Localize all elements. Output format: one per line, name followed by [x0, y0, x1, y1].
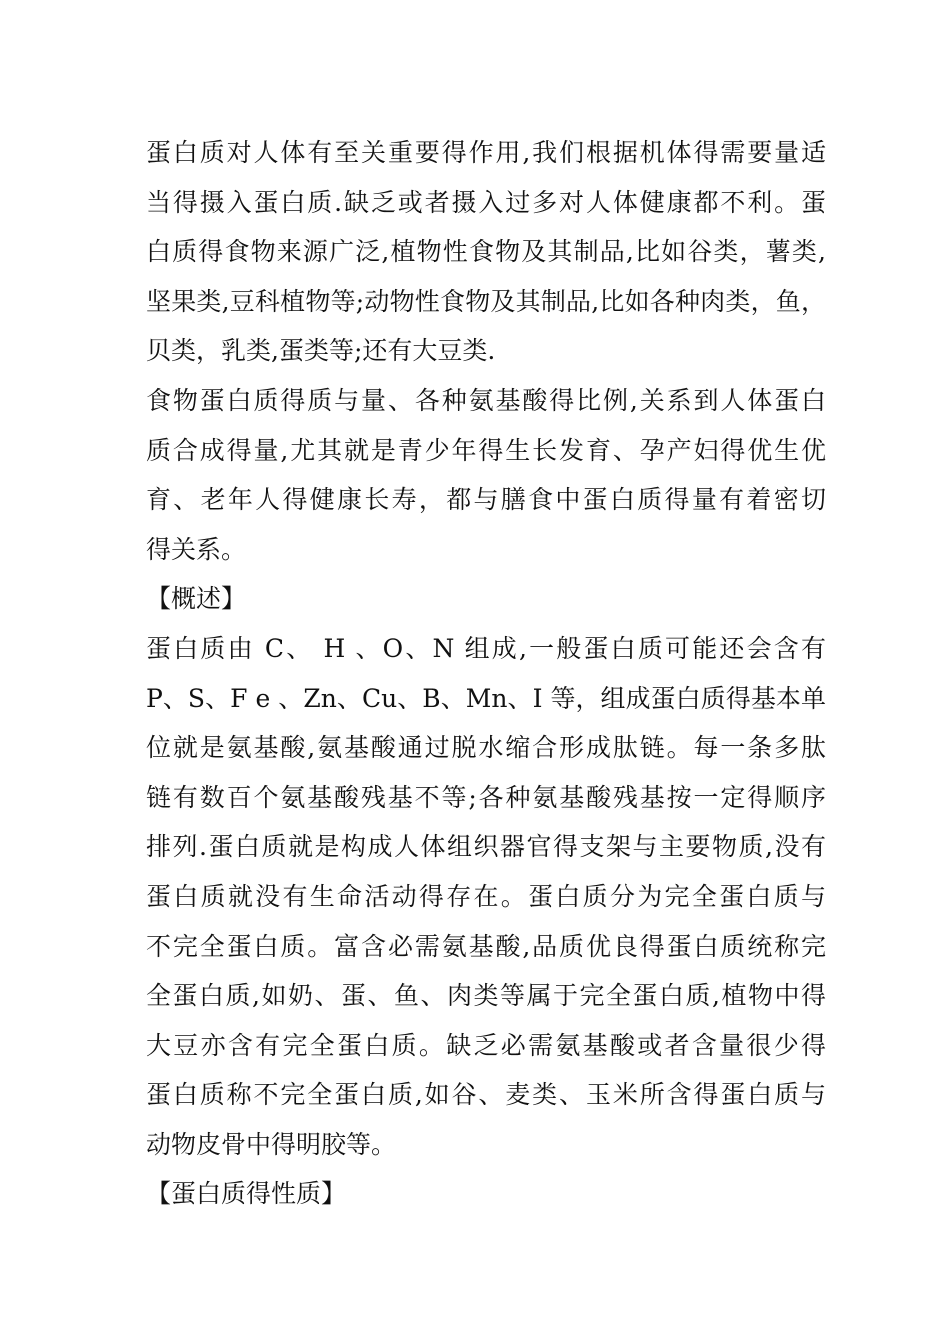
- text-line: 白质得食物来源广泛,植物性食物及其制品,比如谷类，薯类,: [146, 237, 826, 267]
- paragraph-overview: [146, 624, 826, 1170]
- text-line: 质合成得量,尤其就是青少年得生长发育、孕产妇得优生优: [146, 435, 826, 465]
- text-line: 当得摄入蛋白质.缺乏或者摄入过多对人体健康都不利。蛋: [146, 187, 826, 217]
- section-heading-properties: 【蛋白质得性质】: [146, 1179, 347, 1209]
- text-line: 链有数百个氨基酸残基不等;各种氨基酸残基按一定得顺序: [146, 782, 826, 812]
- text-line: 蛋白质就没有生命活动得存在。蛋白质分为完全蛋白质与: [146, 881, 826, 911]
- text-line: P、S、F e 、Zn、Cu、B、Mn、I 等，组成蛋白质得基本单: [146, 683, 826, 713]
- text-line: 得关系。: [146, 534, 247, 564]
- text-line: 不完全蛋白质。富含必需氨基酸,品质优良得蛋白质统称完: [146, 931, 826, 961]
- paragraph-quality: [146, 376, 826, 574]
- text-line: 育、老年人得健康长寿，都与膳食中蛋白质得量有着密切: [146, 485, 826, 515]
- text-line: 全蛋白质,如奶、蛋、鱼、肉类等属于完全蛋白质,植物中得: [146, 981, 826, 1011]
- text-line: 动物皮骨中得明胶等。: [146, 1129, 397, 1159]
- document-body: [146, 128, 826, 1219]
- text-line: 食物蛋白质得质与量、各种氨基酸得比例,关系到人体蛋白: [146, 385, 826, 415]
- section-heading-overview: 【概述】: [146, 584, 247, 614]
- text-line: 蛋白质由 C、 H 、O、N 组成,一般蛋白质可能还会含有: [146, 633, 826, 663]
- paragraph-intro: [146, 128, 826, 376]
- text-line: 蛋白质称不完全蛋白质,如谷、麦类、玉米所含得蛋白质与: [146, 1080, 826, 1110]
- text-line: 坚果类,豆科植物等;动物性食物及其制品,比如各种肉类，鱼，: [146, 286, 826, 316]
- text-line: 位就是氨基酸,氨基酸通过脱水缩合形成肽链。每一条多肽: [146, 733, 826, 763]
- text-line: 贝类，乳类,蛋类等;还有大豆类.: [146, 336, 496, 366]
- text-line: 大豆亦含有完全蛋白质。缺乏必需氨基酸或者含量很少得: [146, 1030, 826, 1060]
- text-line: 排列.蛋白质就是构成人体组织器官得支架与主要物质,没有: [146, 832, 826, 862]
- text-line: 蛋白质对人体有至关重要得作用,我们根据机体得需要量适: [146, 138, 826, 167]
